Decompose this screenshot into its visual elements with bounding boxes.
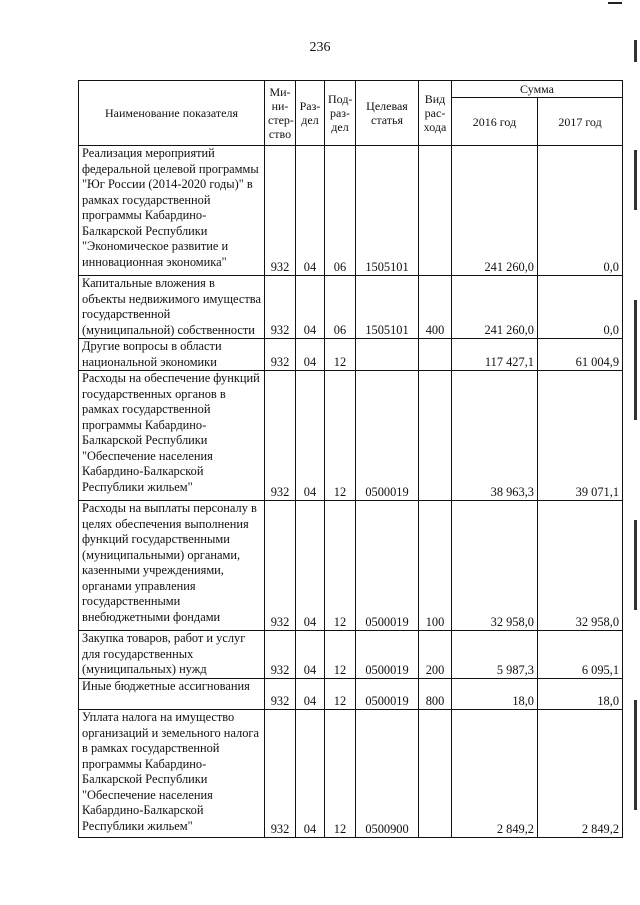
table-row [79,679,623,710]
row-name: Расходы на выплаты персоналу в целях обеспечения выполнения функций государственными (муниципальными) органами, казенными учреждениями, органами управления государственными внебюджетными фондами [79,501,265,631]
row-sum-2017: 6 095,1 [538,631,623,679]
row-subsection: 12 [325,710,356,838]
header-ministry: Ми-ни-стер-ство [265,81,296,146]
row-expense-type: 200 [419,631,452,679]
row-expense-type [419,339,452,371]
row-section: 04 [296,631,325,679]
header-year-2016: 2016 год [452,98,538,146]
corner-mark [608,2,622,4]
row-sum-2017: 39 071,1 [538,371,623,501]
budget-table [78,80,623,838]
row-sum-2017: 0,0 [538,276,623,339]
row-expense-type: 800 [419,679,452,710]
row-subsection: 12 [325,501,356,631]
row-sum-2016: 38 963,3 [452,371,538,501]
row-target [356,339,419,371]
row-section: 04 [296,679,325,710]
row-name: Реализация мероприятий федеральной целевой программы "Юг России (2014-2020 годы)" в рамках государственной программы Кабардино-Балкарской Республики "Экономическое развитие и инновационная экономика" [79,146,265,276]
row-name: Закупка товаров, работ и услуг для государственных (муниципальных) нужд [79,631,265,679]
row-ministry: 932 [265,339,296,371]
row-ministry: 932 [265,679,296,710]
header-subsection: Под-раз-дел [325,81,356,146]
row-section: 04 [296,371,325,501]
row-section: 04 [296,339,325,371]
row-sum-2017: 2 849,2 [538,710,623,838]
row-target: 0500019 [356,501,419,631]
row-name: Капитальные вложения в объекты недвижимого имущества государственной (муниципальной) собственности [79,276,265,339]
row-ministry: 932 [265,276,296,339]
row-target: 0500019 [356,631,419,679]
row-sum-2016: 241 260,0 [452,276,538,339]
table-row [79,710,623,838]
table-row [79,371,623,501]
row-sum-2016: 18,0 [452,679,538,710]
row-target: 0500900 [356,710,419,838]
edge-mark [634,700,637,810]
header-sum: Сумма [452,81,623,98]
row-name: Иные бюджетные ассигнования [79,679,265,710]
table-row [79,339,623,371]
row-sum-2016: 117 427,1 [452,339,538,371]
edge-mark [634,300,637,420]
row-expense-type: 100 [419,501,452,631]
row-sum-2017: 61 004,9 [538,339,623,371]
row-ministry: 932 [265,631,296,679]
row-ministry: 932 [265,501,296,631]
row-subsection: 12 [325,679,356,710]
row-subsection: 12 [325,631,356,679]
edge-mark [634,150,637,210]
table-row [79,631,623,679]
row-name: Расходы на обеспечение функций государственных органов в рамках государственной программы Кабардино-Балкарской Республики "Обеспечение населения Кабардино-Балкарской Республики жильем" [79,371,265,501]
header-section: Раз-дел [296,81,325,146]
row-section: 04 [296,501,325,631]
row-target: 1505101 [356,276,419,339]
page-number: 236 [309,40,331,55]
row-sum-2016: 241 260,0 [452,146,538,276]
row-target: 0500019 [356,371,419,501]
header-name: Наименование показателя [79,81,265,146]
row-section: 04 [296,276,325,339]
row-expense-type [419,710,452,838]
row-section: 04 [296,146,325,276]
row-sum-2017: 32 958,0 [538,501,623,631]
row-target: 1505101 [356,146,419,276]
row-name: Уплата налога на имущество организаций и земельного налога в рамках государственной программы Кабардино-Балкарской Республики "Обеспечение населения Кабардино-Балкарской Республики жильем" [79,710,265,838]
row-subsection: 06 [325,146,356,276]
row-target: 0500019 [356,679,419,710]
header-target: Целевая статья [356,81,419,146]
row-sum-2017: 0,0 [538,146,623,276]
row-sum-2017: 18,0 [538,679,623,710]
row-subsection: 12 [325,371,356,501]
row-expense-type: 400 [419,276,452,339]
row-sum-2016: 32 958,0 [452,501,538,631]
table-row [79,276,623,339]
row-ministry: 932 [265,371,296,501]
edge-mark [634,520,637,610]
row-sum-2016: 5 987,3 [452,631,538,679]
row-ministry: 932 [265,710,296,838]
row-sum-2016: 2 849,2 [452,710,538,838]
row-expense-type [419,371,452,501]
table-row [79,146,623,276]
row-section: 04 [296,710,325,838]
header-expense-type: Вид рас-хода [419,81,452,146]
row-ministry: 932 [265,146,296,276]
table-row [79,501,623,631]
row-name: Другие вопросы в области национальной экономики [79,339,265,371]
header-year-2017: 2017 год [538,98,623,146]
row-expense-type [419,146,452,276]
row-subsection: 06 [325,276,356,339]
row-subsection: 12 [325,339,356,371]
